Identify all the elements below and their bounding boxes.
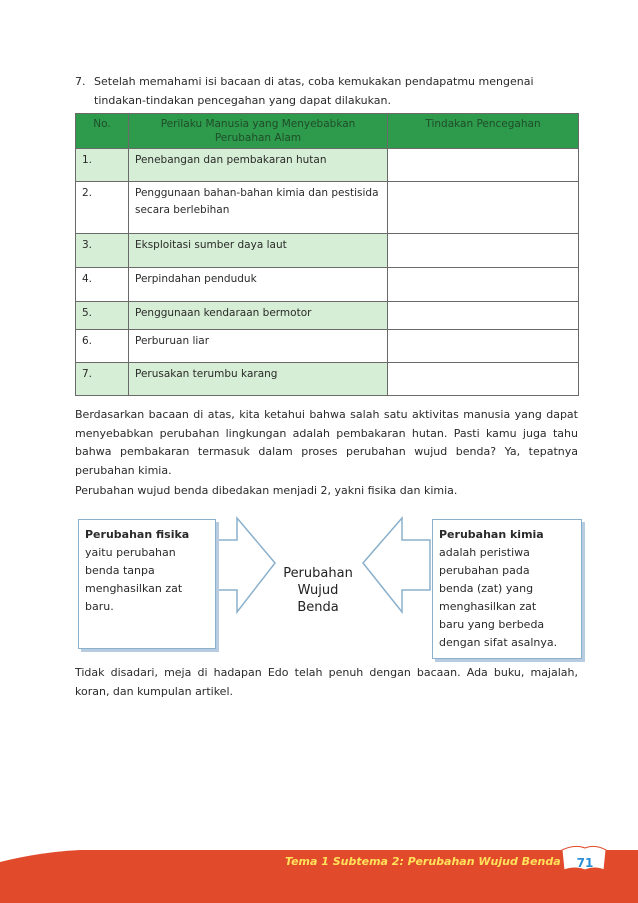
physical-change-title: Perubahan fisika xyxy=(85,528,190,541)
paragraph-edo-desk: Tidak disadari, meja di hadapan Edo telah penuh dengan bacaan. Ada buku, majalah, koran, dan kumpulan artikel. xyxy=(75,666,578,698)
row-behavior: Perburuan liar xyxy=(129,330,388,363)
row-no: 2. xyxy=(76,182,129,234)
row-behavior: Perpindahan penduduk xyxy=(129,268,388,302)
physical-change-line: menghasilkan zat xyxy=(85,582,183,595)
chemical-change-line: baru yang berbeda xyxy=(439,618,545,631)
row-no: 3. xyxy=(76,234,129,268)
row-no: 1. xyxy=(76,149,129,182)
diagram-center-label xyxy=(268,565,368,616)
physical-change-line: yaitu perubahan xyxy=(85,546,176,559)
paragraph-two-types: Perubahan wujud benda dibedakan menjadi 2, yakni fisika dan kimia. xyxy=(75,484,458,497)
chemical-change-line: menghasilkan zat xyxy=(439,600,537,613)
chemical-change-title: Perubahan kimia xyxy=(439,528,544,541)
footer-chapter-title: Tema 1 Subtema 2: Perubahan Wujud Benda xyxy=(285,855,561,868)
header-no: No. xyxy=(76,114,129,149)
row-no: 4. xyxy=(76,268,129,302)
physical-change-box xyxy=(78,519,216,649)
chemical-change-line: benda (zat) yang xyxy=(439,582,534,595)
chemical-change-line: adalah peristiwa xyxy=(439,546,530,559)
arrow-right-icon xyxy=(363,518,430,612)
row-behavior: Eksploitasi sumber daya laut xyxy=(129,234,388,268)
row-no: 6. xyxy=(76,330,129,363)
chemical-change-box xyxy=(432,519,582,659)
physical-change-line: baru. xyxy=(85,600,114,613)
row-no: 7. xyxy=(76,363,129,396)
paragraph-burning: Berdasarkan bacaan di atas, kita ketahui bahwa salah satu aktivitas manusia yang dapat menyebabkan perubahan lingkungan adalah pembakaran hutan. Pasti kamu juga tahu bahwa pembakaran termasuk dalam proses perubahan wujud benda? Ya, tepatnya perubahan kimia. xyxy=(75,408,578,477)
center-line: Wujud xyxy=(297,583,339,598)
page-number: 71 xyxy=(576,856,594,870)
row-no: 5. xyxy=(76,302,129,330)
row-behavior: Penebangan dan pembakaran hutan xyxy=(129,149,388,182)
question-number: 7. xyxy=(75,75,86,88)
row-behavior: Penggunaan kendaraan bermotor xyxy=(129,302,388,330)
footer-graphic xyxy=(0,840,638,903)
arrow-left-icon xyxy=(210,518,275,612)
header-action: Tindakan Pencegahan xyxy=(388,114,579,149)
row-behavior: Penggunaan bahan-bahan kimia dan pestisida secara berlebihan xyxy=(129,182,388,234)
center-line: Benda xyxy=(297,600,339,615)
physical-change-line: benda tanpa xyxy=(85,564,155,577)
row-behavior: Perusakan terumbu karang xyxy=(129,363,388,396)
chemical-change-line: perubahan pada xyxy=(439,564,530,577)
header-behavior: Perilaku Manusia yang Menyebabkan Perubahan Alam xyxy=(129,114,388,149)
question-text: Setelah memahami isi bacaan di atas, coba kemukakan pendapatmu mengenai tindakan-tindakan pencegahan yang dapat dilakukan. xyxy=(94,75,534,107)
center-line: Perubahan xyxy=(283,566,353,581)
chemical-change-line: dengan sifat asalnya. xyxy=(439,636,558,649)
